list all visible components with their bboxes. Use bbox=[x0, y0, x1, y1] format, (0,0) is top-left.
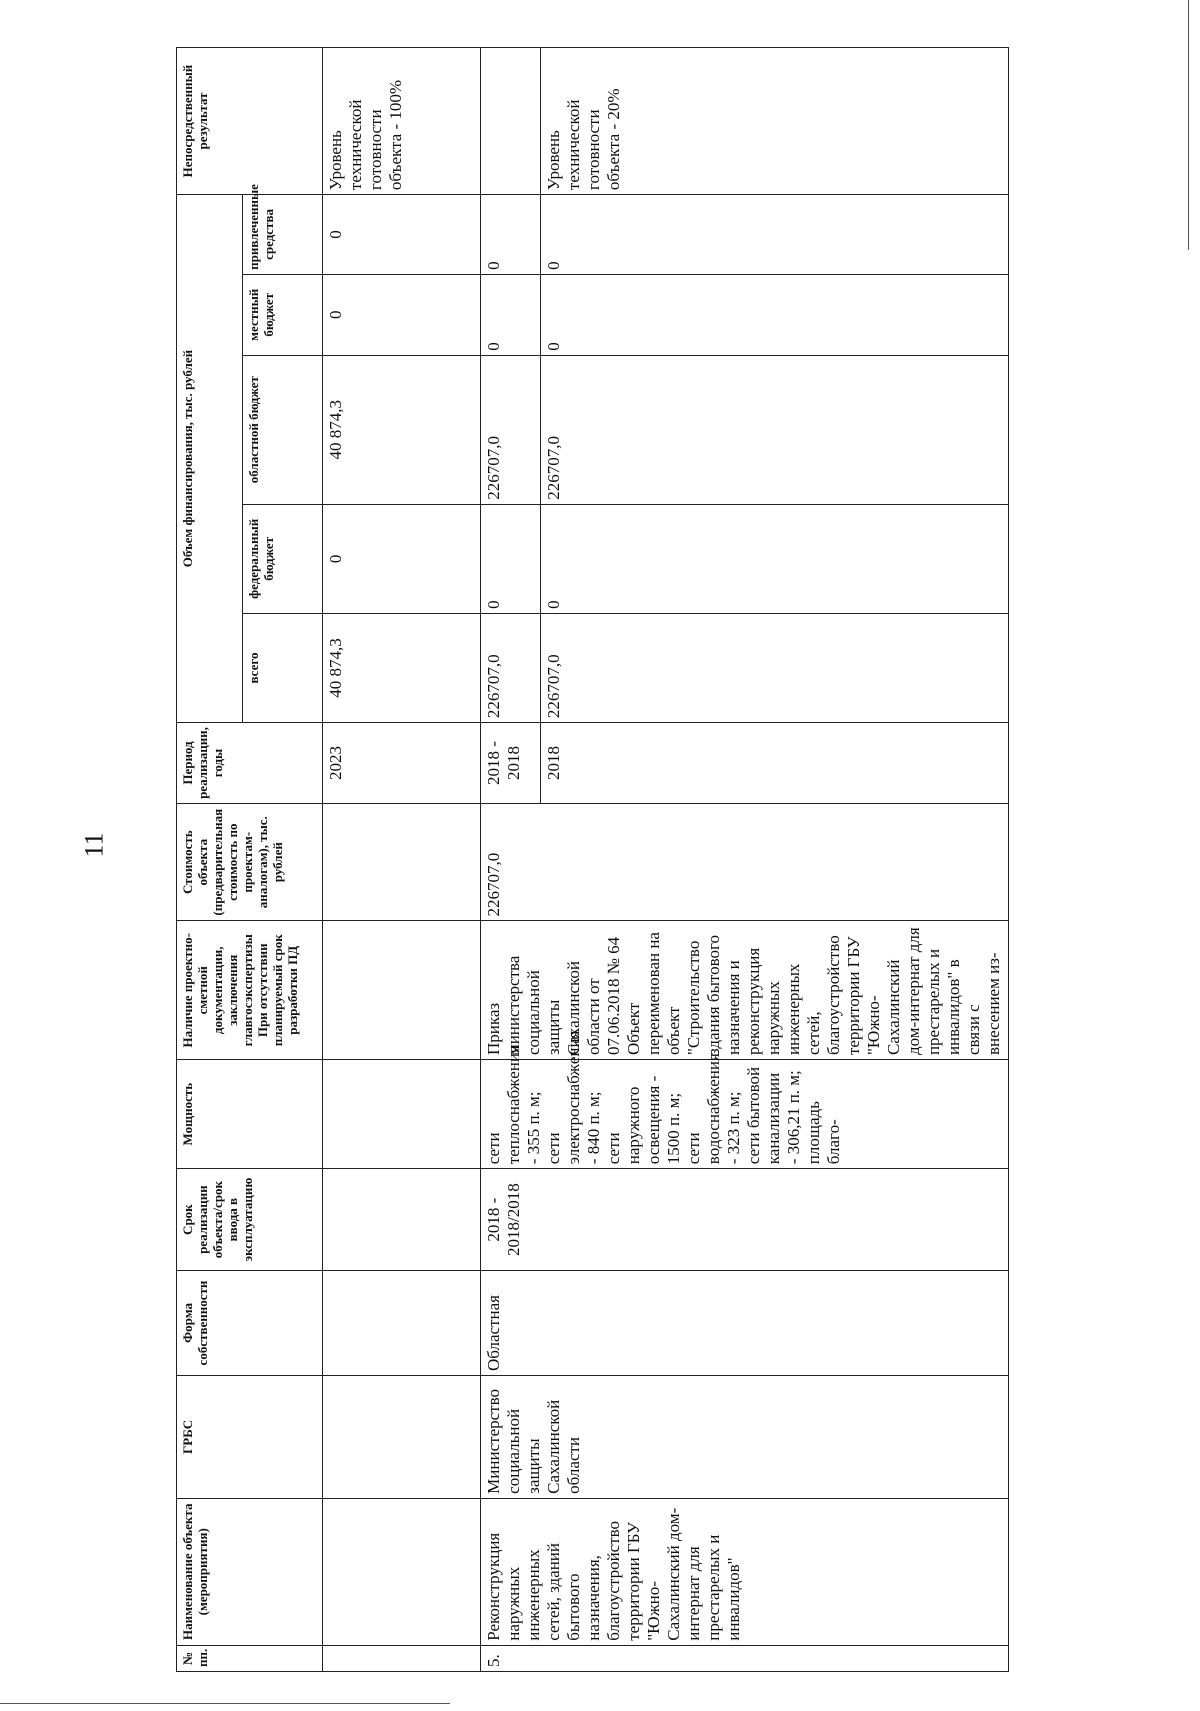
cell-federal: 0 bbox=[481, 504, 541, 613]
cell-capacity bbox=[323, 1060, 481, 1169]
cell-attracted: 0 bbox=[323, 195, 481, 275]
cell-capacity: сети теплоснабжения - 355 п. м; сети электроснабжения - 840 п. м; сети наружного освещения - 1500 п. м; сети водоснабжения - 323 п. м; сети бытовой канализации - 306,21 п. м; площадь благо- bbox=[481, 1060, 1009, 1169]
cell-docs bbox=[323, 921, 481, 1060]
header-grbs: ГРБС bbox=[177, 1376, 323, 1499]
cell-regional: 226707,0 bbox=[481, 355, 541, 504]
cell-attracted: 0 bbox=[541, 195, 1009, 275]
header-capacity: Мощность bbox=[177, 1060, 323, 1169]
cell-ownership bbox=[323, 1271, 481, 1376]
table-row bbox=[481, 48, 541, 1672]
cell-cost bbox=[323, 803, 481, 921]
cell-num bbox=[323, 1645, 481, 1671]
cell-regional: 40 874,3 bbox=[323, 355, 481, 504]
cell-result: Уровень технической готовности объекта - 20% bbox=[541, 48, 1009, 195]
header-attracted: привлеченные средства bbox=[243, 195, 323, 275]
cell-period: 2018 bbox=[541, 723, 1009, 804]
header-result: Непосредственный результат bbox=[177, 48, 323, 195]
header-num: № пп. bbox=[177, 1645, 323, 1671]
cell-result: Уровень технической готовности объекта - 100% bbox=[323, 48, 481, 195]
header-federal: федеральный бюджет bbox=[243, 504, 323, 613]
scan-edge-line bbox=[1188, 0, 1189, 250]
cell-federal: 0 bbox=[323, 504, 481, 613]
header-name: Наименование объекта (мероприятия) bbox=[177, 1498, 323, 1645]
header-regional: областной бюджет bbox=[243, 355, 323, 504]
scan-bottom-line bbox=[0, 1703, 450, 1704]
cell-regional: 226707,0 bbox=[541, 355, 1009, 504]
cell-attracted: 0 bbox=[481, 195, 541, 275]
cell-cost: 226707,0 bbox=[481, 803, 1009, 921]
header-ownership: Форма собственности bbox=[177, 1271, 323, 1376]
cell-total: 226707,0 bbox=[481, 613, 541, 722]
cell-federal: 0 bbox=[541, 504, 1009, 613]
page-number: 11 bbox=[79, 832, 109, 858]
cell-result bbox=[481, 48, 541, 195]
cell-docs: Приказ министерства социальной защиты Сахалинской области от 07.06.2018 № 64 Объект переименован на объект "Строительство здания бытового назначения и реконструкция наружных инженерных сетей, благоустройство территории ГБУ "Южно-Сахалинский дом-интернат для престарелых и инвалидов" в связи с внесением из- bbox=[481, 921, 1009, 1060]
cell-ownership: Областная bbox=[481, 1271, 1009, 1376]
header-term: Срок реализации объекта/срок ввода в эксплуатацию bbox=[177, 1169, 323, 1271]
cell-total: 226707,0 bbox=[541, 613, 1009, 722]
cell-grbs: Министерство социальной защиты Сахалинской области bbox=[481, 1376, 1009, 1499]
rotated-table-wrapper bbox=[176, 47, 1176, 1672]
header-local: местный бюджет bbox=[243, 274, 323, 355]
cell-period: 2018 - 2018 bbox=[481, 723, 541, 804]
header-total: всего bbox=[243, 613, 323, 722]
header-financing: Объем финансирования, тыс. рублей bbox=[177, 195, 243, 723]
financing-table bbox=[176, 47, 1009, 1672]
cell-grbs bbox=[323, 1376, 481, 1499]
cell-local: 0 bbox=[481, 274, 541, 355]
cell-name: Реконструкция наружных инженерных сетей, зданий бытового назначения, благоустройство территории ГБУ "Южно-Сахалинский дом-интернат для престарелых и инвалидов" bbox=[481, 1498, 1009, 1645]
cell-term: 2018 - 2018/2018 bbox=[481, 1169, 1009, 1271]
header-docs: Наличие проектно-сметной документации, заключения главгосэкспертизы При отсутствии планируемый срок разработки ПД bbox=[177, 921, 323, 1060]
cell-num: 5. bbox=[481, 1645, 1009, 1671]
cell-total: 40 874,3 bbox=[323, 613, 481, 722]
header-cost: Стоимость объекта (предварительная стоимость по проектам-аналогам), тыс. рублей bbox=[177, 803, 323, 921]
table-row bbox=[323, 48, 481, 1672]
header-period: Период реализации, годы bbox=[177, 723, 323, 804]
cell-local: 0 bbox=[541, 274, 1009, 355]
cell-local: 0 bbox=[323, 274, 481, 355]
cell-term bbox=[323, 1169, 481, 1271]
cell-name bbox=[323, 1498, 481, 1645]
cell-period: 2023 bbox=[323, 723, 481, 804]
